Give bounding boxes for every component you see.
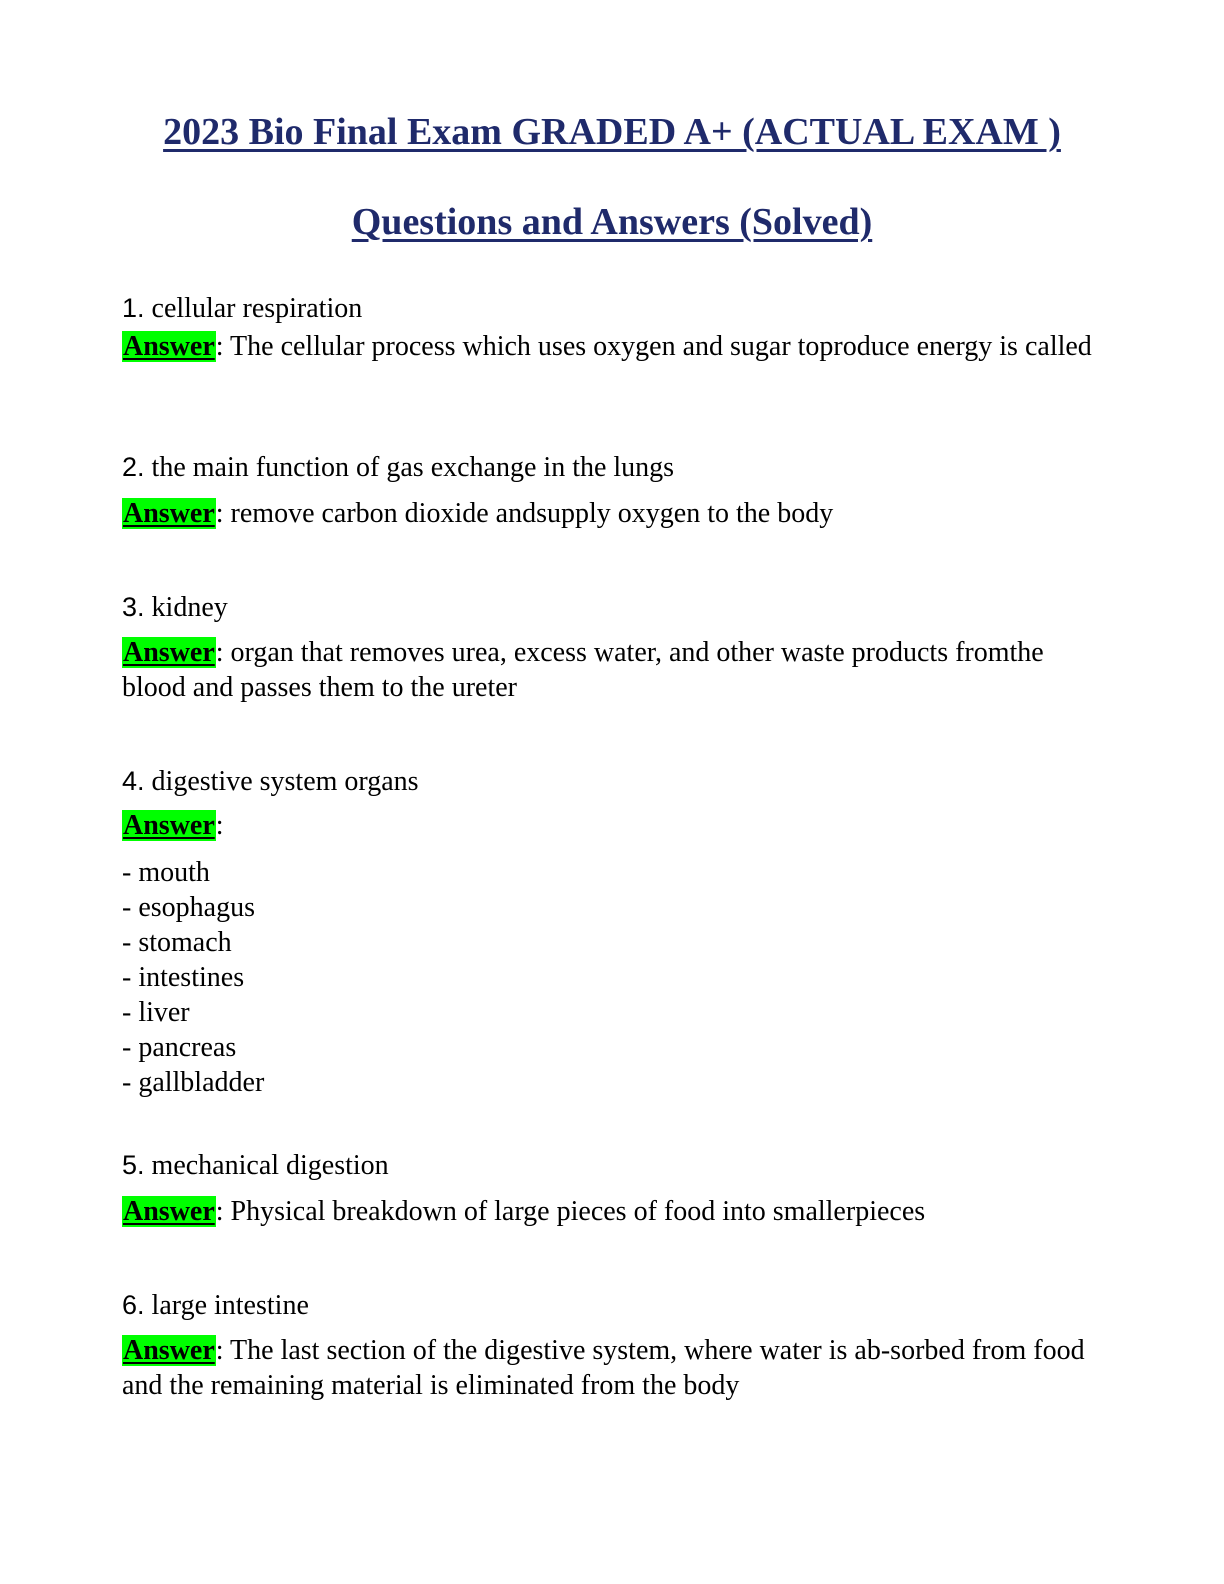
question-prompt: digestive system organs (151, 766, 419, 797)
question-prompt: the main function of gas exchange in the lungs (151, 452, 675, 483)
question-number: 1 (122, 293, 138, 323)
answer-1: Answer: The cellular process which uses oxygen and sugar toproduce energy is called (123, 331, 1092, 362)
answer-text: remove carbon dioxide andsupply oxygen to the body (230, 498, 834, 529)
page-title: 2023 Bio Final Exam GRADED A+ (ACTUAL EXAM ) (163, 111, 1061, 153)
answer-label: Answer (123, 637, 215, 668)
list-item: - mouth (122, 857, 210, 888)
question-number: 3 (122, 592, 138, 622)
question-number: 2 (122, 452, 138, 482)
question-number: 4 (122, 766, 138, 796)
question-5: 5. mechanical digestion (122, 1150, 389, 1181)
answer-label: Answer (123, 498, 215, 529)
answer-label: Answer (123, 331, 215, 362)
page-subtitle: Questions and Answers (Solved) (351, 201, 873, 243)
answer-2: Answer: remove carbon dioxide andsupply oxygen to the body (123, 498, 834, 529)
question-3: 3. kidney (122, 592, 228, 623)
answer-label: Answer (123, 810, 215, 841)
question-prompt: kidney (151, 592, 228, 623)
question-4: 4. digestive system organs (122, 766, 419, 797)
list-item: - esophagus (122, 892, 255, 923)
answer-text: The cellular process which uses oxygen and sugar toproduce energy is called (230, 331, 1092, 362)
list-item: - pancreas (122, 1032, 237, 1063)
question-2: 2. the main function of gas exchange in the lungs (122, 452, 675, 483)
list-item: - stomach (122, 927, 232, 958)
answer-5: Answer: Physical breakdown of large pieces of food into smallerpieces (123, 1196, 926, 1227)
answer-label: Answer (123, 1335, 215, 1366)
answer-label: Answer (123, 1196, 215, 1227)
list-item: - gallbladder (122, 1067, 265, 1098)
question-1: 1. cellular respiration (122, 293, 363, 324)
answer-4: Answer: (123, 810, 224, 841)
answer-text: organ that removes urea, excess water, and other waste products fromthe blood and passes them to the ureter (122, 637, 1044, 703)
question-number: 6 (122, 1290, 138, 1320)
question-prompt: large intestine (151, 1290, 309, 1321)
answer-3: Answer: organ that removes urea, excess water, and other waste products fromthe blood and passes them to the ureter (122, 637, 1044, 703)
question-6: 6. large intestine (122, 1290, 309, 1321)
question-number: 5 (122, 1150, 138, 1180)
question-prompt: mechanical digestion (151, 1150, 389, 1181)
list-item: - intestines (122, 962, 245, 993)
question-prompt: cellular respiration (151, 293, 363, 324)
answer-text: The last section of the digestive system, where water is ab-sorbed from food and the remaining material is eliminated from the body (122, 1335, 1085, 1401)
answer-6: Answer: The last section of the digestive system, where water is ab-sorbed from food and the remaining material is eliminated from the body (122, 1335, 1085, 1401)
organ-list (122, 855, 264, 1100)
answer-text: Physical breakdown of large pieces of food into smallerpieces (230, 1196, 926, 1227)
list-item: - liver (122, 997, 190, 1028)
